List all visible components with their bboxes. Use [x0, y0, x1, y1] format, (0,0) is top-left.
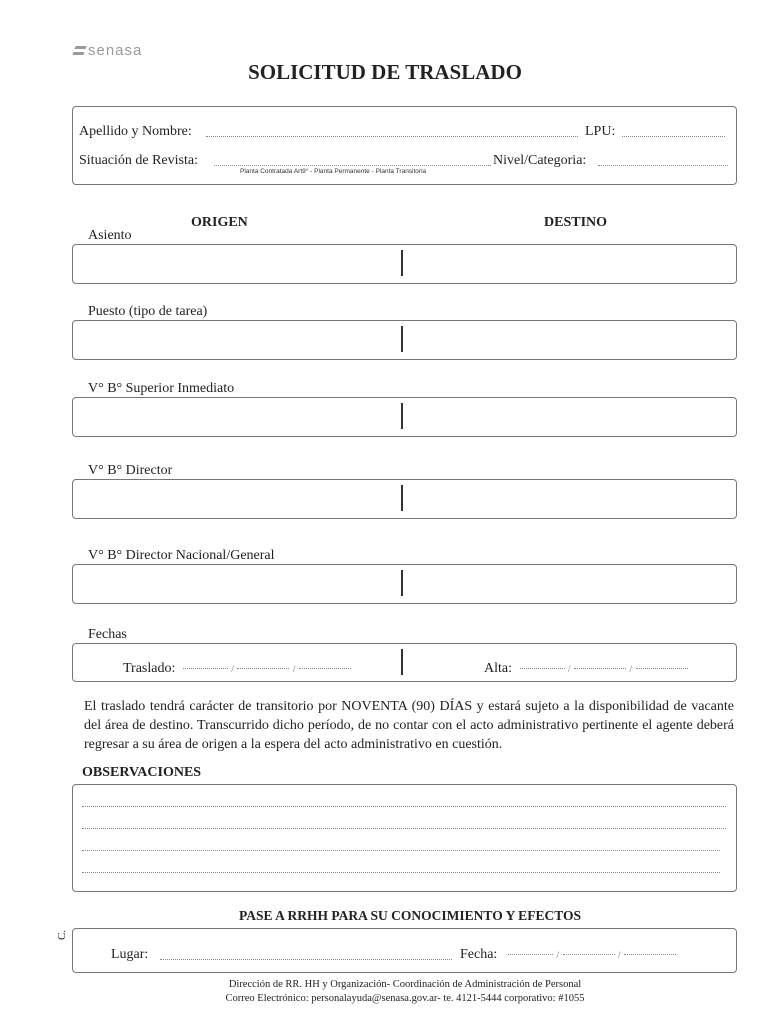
date-separator: / — [618, 950, 621, 960]
alta-month-field[interactable] — [574, 668, 626, 669]
alta-year-field[interactable] — [636, 668, 688, 669]
origen-heading: ORIGEN — [191, 215, 248, 230]
nivel-field[interactable] — [598, 165, 728, 166]
asiento-box[interactable] — [72, 244, 737, 284]
vb-superior-divider — [401, 403, 403, 429]
date-separator: / — [629, 664, 633, 674]
pase-fecha-row — [508, 947, 676, 963]
lpu-label: LPU: — [585, 124, 616, 139]
observaciones-box[interactable] — [72, 784, 737, 892]
traslado-month-field[interactable] — [237, 668, 289, 669]
fechas-label: Fechas — [88, 627, 127, 642]
lpu-field[interactable] — [622, 136, 725, 137]
asiento-label: Asiento — [88, 228, 132, 243]
observaciones-line-4[interactable] — [82, 872, 720, 873]
vb-director-box[interactable] — [72, 479, 737, 519]
observaciones-line-3[interactable] — [82, 850, 720, 851]
footer-line-1: Dirección de RR. HH y Organización- Coordinación de Administración de Personal — [228, 979, 582, 990]
observaciones-line-1[interactable] — [82, 806, 726, 807]
page-title: SOLICITUD DE TRASLADO — [248, 60, 522, 84]
destino-heading: DESTINO — [544, 215, 608, 230]
pase-fecha-label: Fecha: — [460, 947, 498, 962]
traslado-label: Traslado: — [123, 661, 176, 676]
date-separator: / — [231, 664, 234, 674]
disclaimer-text: El traslado tendrá carácter de transitorio por NOVENTA (90) DÍAS y estará sujeto a la disponibilidad de vacante del área de destino. Transcurrido dicho período, de no contar con el acto administrativo pertinente el agente deberá regresar a su área de origen a la espera del acto administrativo en cuestión. — [84, 699, 734, 752]
date-separator: / — [568, 664, 571, 674]
fechas-divider — [401, 649, 403, 675]
traslado-day-field[interactable] — [183, 668, 228, 669]
traslado-year-field[interactable] — [299, 668, 351, 669]
logo-text: senasa — [88, 42, 143, 59]
senasa-logo — [74, 42, 142, 59]
vb-director-nacional-box[interactable] — [72, 564, 737, 604]
nivel-label: Nivel/Categoria: — [493, 153, 587, 168]
pase-year-field[interactable] — [624, 954, 676, 955]
observaciones-title: OBSERVACIONES — [82, 765, 202, 780]
vb-director-nacional-label: V° B° Director Nacional/General — [88, 548, 275, 563]
vb-director-divider — [401, 485, 403, 511]
date-separator: / — [556, 950, 560, 960]
pase-month-field[interactable] — [563, 954, 615, 955]
puesto-label: Puesto (tipo de tarea) — [88, 304, 208, 319]
asiento-divider — [401, 250, 403, 276]
alta-date-row — [484, 661, 688, 677]
vb-director-label: V° B° Director — [88, 463, 173, 478]
puesto-divider — [401, 326, 403, 352]
date-separator: / — [292, 664, 296, 674]
lugar-field[interactable] — [160, 959, 452, 960]
side-mark: C. — [56, 929, 68, 940]
pase-day-field[interactable] — [508, 954, 553, 955]
puesto-box[interactable] — [72, 320, 737, 360]
lugar-label: Lugar: — [111, 947, 149, 962]
observaciones-line-2[interactable] — [82, 828, 726, 829]
situacion-hint: Planta Contratada Art9° - Planta Permanente - Planta Transitoria — [240, 168, 427, 175]
name-field[interactable] — [206, 136, 578, 137]
senasa-logo-icon — [72, 46, 86, 55]
name-label: Apellido y Nombre: — [79, 124, 192, 139]
vb-director-nacional-divider — [401, 570, 403, 596]
situacion-label: Situación de Revista: — [79, 153, 198, 168]
footer-line-2: Correo Electrónico: personalayuda@senasa.gov.ar- te. 4121-5444 corporativo: #1055 — [225, 993, 585, 1004]
situacion-field[interactable] — [214, 165, 491, 166]
traslado-date-row — [123, 661, 351, 677]
vb-superior-box[interactable] — [72, 397, 737, 437]
pase-title: PASE A RRHH PARA SU CONOCIMIENTO Y EFECTOS — [239, 908, 581, 923]
vb-superior-label: V° B° Superior Inmediato — [88, 381, 235, 396]
alta-day-field[interactable] — [520, 668, 565, 669]
alta-label: Alta: — [484, 661, 512, 676]
